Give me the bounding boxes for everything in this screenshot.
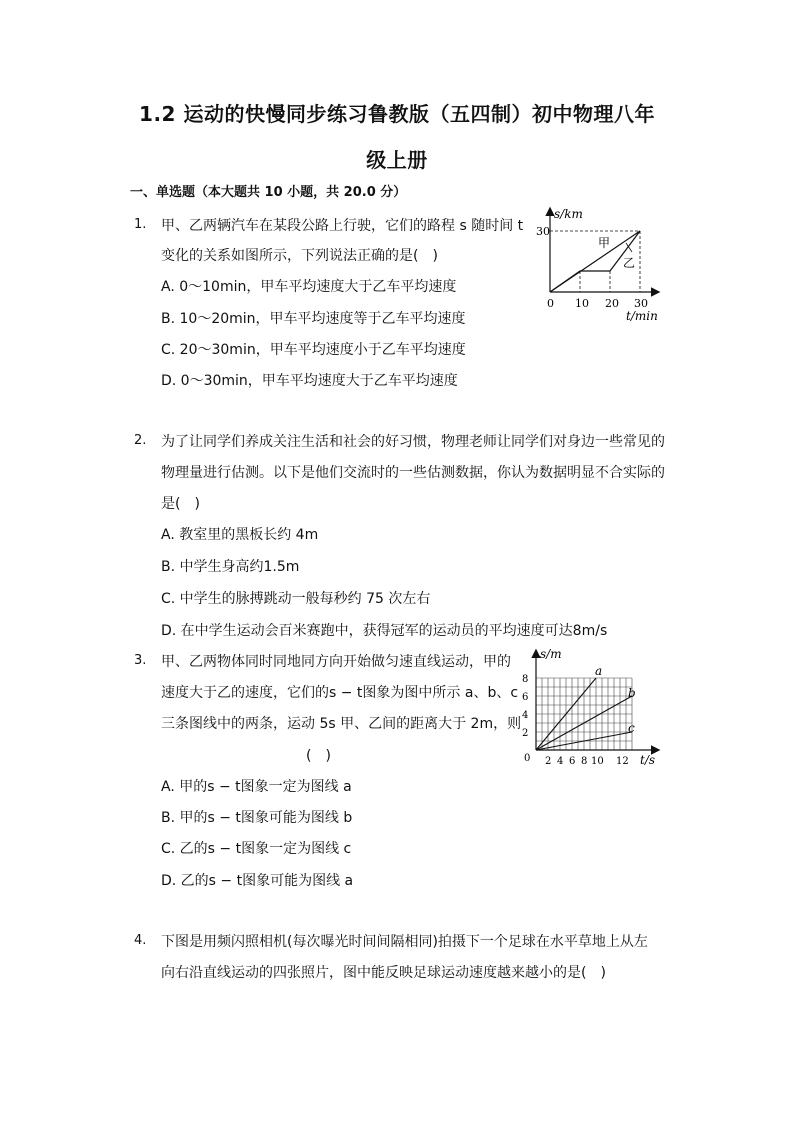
question-stem-line: 为了让同学们养成关注生活和社会的好习惯，物理老师让同学们对身边一些常见的 [161,434,665,450]
question-number: 2. [134,433,147,448]
option-d[interactable]: D. 乙的s − t图象可能为图线 a [161,873,354,889]
grid [536,678,632,750]
answer-bracket: ( ) [306,748,331,764]
x-tick-label: 8 [581,756,588,767]
x-tick-label: 12 [616,756,629,767]
question-stem-line: 速度大于乙的速度，它们的s − t图象为图中所示 a、b、c [161,685,519,701]
option-d[interactable]: D. 0～30min，甲车平均速度大于乙车平均速度 [161,373,458,389]
line-label-yi: 乙 [623,256,636,270]
question-stem-line: 甲、乙两辆汽车在某段公路上行驶，它们的路程 s 随时间 t [161,218,524,234]
x-tick-label: 0 [524,753,531,764]
q3-distance-time-graph [518,643,664,770]
x-tick-label: 4 [557,756,564,767]
line-label-a: a [595,664,603,678]
y-axis-label: s/km [554,207,583,221]
option-b[interactable]: B. 10～20min，甲车平均速度等于乙车平均速度 [161,311,466,327]
y-tick-label: 4 [522,710,529,721]
option-a[interactable]: A. 甲的s − t图象一定为图线 a [161,779,352,795]
x-tick-label: 2 [545,756,552,767]
x-tick-label: 6 [569,756,576,767]
x-tick-label: 10 [575,297,589,310]
y-tick-label: 30 [536,225,550,238]
x-axis-label: t/s [640,753,656,767]
option-a[interactable]: A. 0～10min，甲车平均速度大于乙车平均速度 [161,279,457,295]
line-label-c: c [628,721,635,735]
question-number: 3. [134,653,147,668]
option-a[interactable]: A. 教室里的黑板长约 4m [161,527,319,543]
page-title: 1.2 运动的快慢同步练习鲁教版（五四制）初中物理八年 [139,102,655,126]
option-c[interactable]: C. 乙的s − t图象一定为图线 c [161,841,352,857]
question-stem-line: 物理量进行估测。以下是他们交流时的一些估测数据，你认为数据明显不合实际的 [161,465,665,481]
section-heading: 一、单选题（本大题共 10 小题，共 20.0 分） [130,185,407,200]
option-b[interactable]: B. 中学生身高约1.5m [161,559,300,575]
question-stem-line: 变化的关系如图所示，下列说法正确的是( ) [161,248,438,264]
y-tick-label: 8 [522,674,529,685]
option-d[interactable]: D. 在中学生运动会百米赛跑中，获得冠军的运动员的平均速度可达8m/s [161,623,608,639]
line-label-jia: 甲 [598,236,611,250]
option-b[interactable]: B. 甲的s − t图象可能为图线 b [161,810,353,826]
line-label-b: b [628,686,636,700]
question-stem-line: 向右沿直线运动的四张照片，图中能反映足球运动速度越来越小的是( ) [161,965,606,981]
x-tick-label: 0 [547,297,554,310]
page-title-continued: 级上册 [366,148,428,172]
option-c[interactable]: C. 20～30min，甲车平均速度小于乙车平均速度 [161,342,466,358]
x-axis-label: t/min [626,309,658,323]
question-stem-line: 三条图线中的两条，运动 5s 甲、乙间的距离大于 2m，则 [161,716,522,732]
x-tick-label: 30 [634,297,648,310]
question-number: 4. [134,933,147,948]
question-stem-line: 是( ) [161,496,200,512]
question-number: 1. [134,217,147,232]
y-axis-label: s/m [540,647,562,661]
q1-distance-time-graph [530,203,665,328]
option-c[interactable]: C. 中学生的脉搏跳动一般每秒约 75 次左右 [161,591,431,607]
x-tick-label: 10 [591,756,604,767]
y-tick-label: 2 [522,728,529,739]
y-tick-label: 6 [522,692,529,703]
question-stem-line: 甲、乙两物体同时同地同方向开始做匀速直线运动，甲的 [161,654,511,670]
x-tick-label: 20 [605,297,619,310]
question-stem-line: 下图是用频闪照相机(每次曝光时间间隔相同)拍摄下一个足球在水平草地上从左 [161,934,648,950]
